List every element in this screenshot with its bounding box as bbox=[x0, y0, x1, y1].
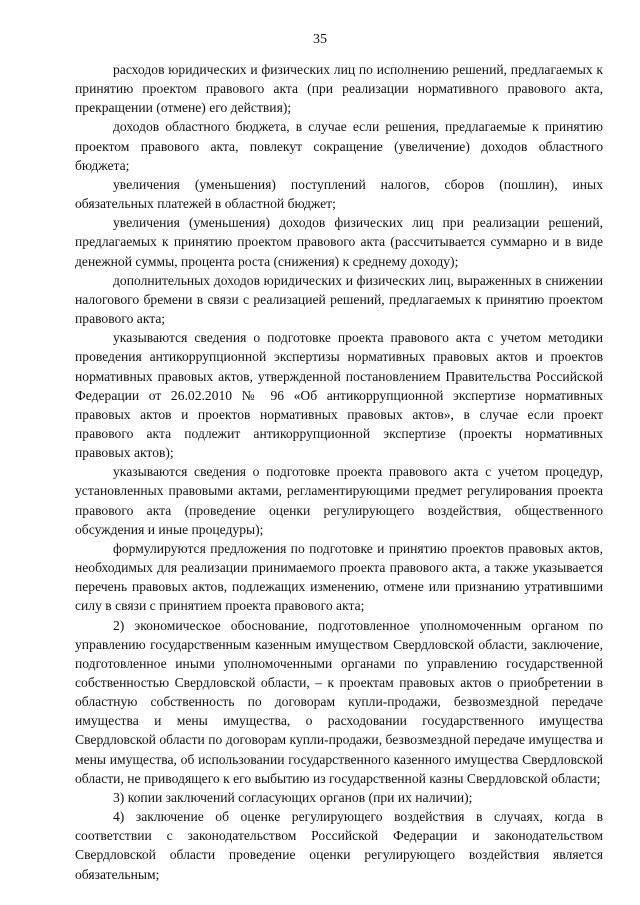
paragraph: дополнительных доходов юридических и физических лиц, выраженных в снижении налогового бремени в связи с реализацией решений, предлагаемых к принятию проектом правового акта; bbox=[75, 272, 603, 327]
paragraph: расходов юридических и физических лиц по исполнению решений, предлагаемых к принятию проектом правового акта (при реализации нормативного правового акта, прекращении (отмене) его действия); bbox=[75, 62, 603, 116]
paragraph: указываются сведения о подготовке проекта правового акта с учетом процедур, установленных правовыми актами, регламентирующими предмет регулирования проекта правового акта (проведение оценки регулирующего воздействия, общественного обсуждения и иные процедуры); bbox=[75, 464, 603, 537]
page-number: 35 bbox=[313, 32, 327, 47]
paragraph: доходов областного бюджета, в случае если решения, предлагаемые к принятию проектом правового акта, повлекут сокращение (увеличение) доходов областного бюджета; bbox=[75, 119, 603, 173]
paragraph: увеличения (уменьшения) поступлений налогов, сборов (пошлин), иных обязательных платежей в областной бюджет; bbox=[75, 176, 603, 212]
paragraph: указываются сведения о подготовке проекта правового акта с учетом методики проведения антикоррупционной экспертизы нормативных правовых актов и проектов нормативных правовых актов, утвержденной постановлением Правительства Российской Федерации от 26.02.2010 № 96 «Об антикоррупционной экспертизе нормативных правовых актов и проектов нормативных правовых актов», в случае если проект правового акта подлежит антикоррупционной экспертизе (проекты нормативных правовых актов); bbox=[75, 330, 603, 461]
document-body bbox=[75, 60, 603, 884]
paragraph: формулируются предложения по подготовке и принятию проектов правовых актов, необходимых для реализации принимаемого проекта правового акта, а также указывается перечень правовых актов, подлежащих изменению, отмене или признанию утратившими силу в связи с принятием проекта правового акта; bbox=[75, 540, 603, 614]
paragraph: 3) копии заключений согласующих органов (при их наличии); bbox=[113, 789, 473, 805]
paragraph: 2) экономическое обоснование, подготовленное уполномоченным органом по управлению государственным казенным имуществом Свердловской области, заключение, подготовленное иными уполномоченными органами по управлению государственной собственностью Свердловской области, – к проектам правовых актов о приобретении в областную собственность по договорам купли-продажи, безвозмездной передаче имущества и мены имущества, о расходовании государственного имущества Свердловской области по договорам купли-продажи, безвозмездной передаче имущества и мены имущества, об использовании государственного казенного имущества Свердловской области, не приводящего к его выбытию из государственной казны Свердловской области; bbox=[75, 617, 603, 786]
paragraph: 4) заключение об оценке регулирующего воздействия в случаях, когда в соответствии с законодательством Российской Федерации и законодательством Свердловской области проведение оценки регулирующего воздействия является обязательным; bbox=[75, 809, 603, 882]
paragraph: увеличения (уменьшения) доходов физических лиц при реализации решений, предлагаемых к принятию проектом правового акта (рассчитывается суммарно и в виде денежной суммы, процента роста (снижения) к среднему доходу); bbox=[75, 215, 603, 269]
